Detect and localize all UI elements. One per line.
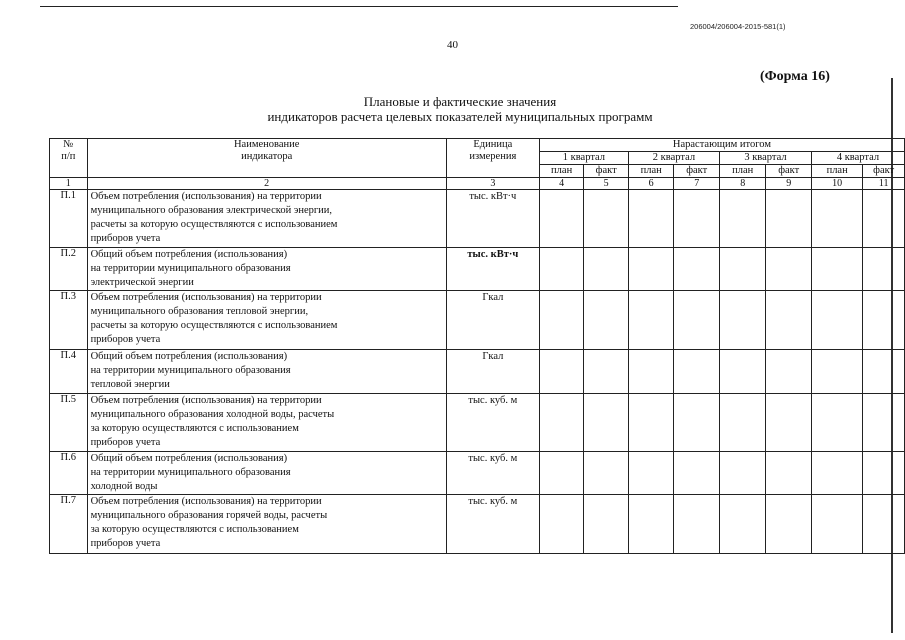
fact-value-q4[interactable] (863, 248, 905, 291)
header-quarter-4: 4 квартал (811, 152, 904, 165)
header-fact-q2: факт (674, 165, 720, 178)
fact-value-q1[interactable] (584, 291, 629, 350)
row-code: П.1 (50, 190, 88, 248)
column-number-3: 3 (446, 178, 539, 190)
fact-value-q2[interactable] (674, 291, 720, 350)
column-number-1: 1 (50, 178, 88, 190)
unit-of-measure: тыс. куб. м (446, 495, 539, 554)
plan-value-q4[interactable] (811, 495, 862, 554)
form-label: (Форма 16) (760, 69, 830, 84)
header-plan-q4: план (811, 165, 862, 178)
plan-value-q2[interactable] (628, 190, 674, 248)
plan-value-q3[interactable] (719, 452, 765, 495)
plan-value-q3[interactable] (719, 495, 765, 554)
unit-of-measure: тыс. куб. м (446, 394, 539, 452)
plan-value-q1[interactable] (539, 291, 584, 350)
header-unit (446, 139, 539, 178)
fact-value-q4[interactable] (863, 394, 905, 452)
header-quarter-2: 2 квартал (628, 152, 719, 165)
header-name (87, 139, 446, 178)
fact-value-q4[interactable] (863, 452, 905, 495)
plan-value-q1[interactable] (539, 452, 584, 495)
plan-value-q3[interactable] (719, 394, 765, 452)
column-number-5: 5 (584, 178, 629, 190)
column-number-7: 7 (674, 178, 720, 190)
fact-value-q4[interactable] (863, 291, 905, 350)
header-plan-q3: план (719, 165, 765, 178)
column-number-11: 11 (863, 178, 905, 190)
fact-value-q3[interactable] (766, 394, 812, 452)
header-unit-label: Единица измерения (469, 139, 517, 162)
indicator-name: Объем потребления (использования) на территории муниципального образования холодной воды, расчеты за которую осуществляются с использованием приборов учета (87, 394, 446, 452)
indicator-name: Общий объем потребления (использования) на территории муниципального образования тепловой энергии (87, 350, 446, 394)
header-quarter-1: 1 квартал (539, 152, 628, 165)
column-number-4: 4 (539, 178, 584, 190)
column-number-2: 2 (87, 178, 446, 190)
indicator-name: Общий объем потребления (использования) на территории муниципального образования холодной воды (87, 452, 446, 495)
column-number-8: 8 (719, 178, 765, 190)
fact-value-q2[interactable] (674, 394, 720, 452)
fact-value-q1[interactable] (584, 452, 629, 495)
plan-value-q3[interactable] (719, 350, 765, 394)
plan-value-q3[interactable] (719, 248, 765, 291)
plan-value-q1[interactable] (539, 190, 584, 248)
table-row (50, 291, 905, 350)
indicator-name: Объем потребления (использования) на территории муниципального образования горячей воды, расчеты за которую осуществляются с использованием приборов учета (87, 495, 446, 554)
header-quarter-3: 3 квартал (719, 152, 811, 165)
header-number (50, 139, 88, 178)
fact-value-q3[interactable] (766, 291, 812, 350)
header-plan-q2: план (628, 165, 674, 178)
row-code: П.7 (50, 495, 88, 554)
row-code: П.2 (50, 248, 88, 291)
fact-value-q3[interactable] (766, 495, 812, 554)
plan-value-q4[interactable] (811, 291, 862, 350)
page-title (220, 94, 700, 124)
table-row (50, 394, 905, 452)
unit-of-measure: тыс. куб. м (446, 452, 539, 495)
header-cumulative: Нарастающим итогом (539, 139, 904, 152)
plan-value-q4[interactable] (811, 248, 862, 291)
plan-value-q1[interactable] (539, 394, 584, 452)
fact-value-q1[interactable] (584, 248, 629, 291)
plan-value-q2[interactable] (628, 495, 674, 554)
unit-of-measure: Гкал (446, 291, 539, 350)
plan-value-q3[interactable] (719, 291, 765, 350)
plan-value-q2[interactable] (628, 350, 674, 394)
column-number-6: 6 (628, 178, 674, 190)
header-fact-q3: факт (766, 165, 812, 178)
fact-value-q1[interactable] (584, 495, 629, 554)
indicators-table (49, 138, 905, 554)
indicator-name: Общий объем потребления (использования) на территории муниципального образования электрической энергии (87, 248, 446, 291)
unit-of-measure: тыс. кВт·ч (446, 190, 539, 248)
plan-value-q4[interactable] (811, 452, 862, 495)
fact-value-q2[interactable] (674, 495, 720, 554)
fact-value-q1[interactable] (584, 190, 629, 248)
unit-of-measure: Гкал (446, 350, 539, 394)
fact-value-q3[interactable] (766, 350, 812, 394)
header-number-label: № п/п (61, 139, 76, 162)
document-number: 206004/206004-2015-581(1) (690, 22, 786, 31)
plan-value-q1[interactable] (539, 248, 584, 291)
indicator-name: Объем потребления (использования) на территории муниципального образования электрической энергии, расчеты за которую осуществляются с использованием приборов учета (87, 190, 446, 248)
plan-value-q2[interactable] (628, 291, 674, 350)
row-code: П.3 (50, 291, 88, 350)
fact-value-q2[interactable] (674, 248, 720, 291)
plan-value-q2[interactable] (628, 394, 674, 452)
title-line-1: Плановые и фактические значения (363, 94, 557, 109)
top-border-line (40, 6, 678, 7)
fact-value-q4[interactable] (863, 495, 905, 554)
column-number-9: 9 (766, 178, 812, 190)
header-fact-q4: факт (863, 165, 905, 178)
row-code: П.5 (50, 394, 88, 452)
header-name-label: Наименование индикатора (233, 139, 300, 162)
fact-value-q2[interactable] (674, 452, 720, 495)
fact-value-q3[interactable] (766, 190, 812, 248)
table-row (50, 452, 905, 495)
plan-value-q2[interactable] (628, 248, 674, 291)
column-number-10: 10 (811, 178, 862, 190)
fact-value-q2[interactable] (674, 350, 720, 394)
fact-value-q1[interactable] (584, 350, 629, 394)
plan-value-q1[interactable] (539, 495, 584, 554)
title-line-2: индикаторов расчета целевых показателей муниципальных программ (267, 109, 653, 124)
plan-value-q4[interactable] (811, 350, 862, 394)
plan-value-q4[interactable] (811, 394, 862, 452)
plan-value-q4[interactable] (811, 190, 862, 248)
fact-value-q1[interactable] (584, 394, 629, 452)
fact-value-q3[interactable] (766, 248, 812, 291)
plan-value-q3[interactable] (719, 190, 765, 248)
fact-value-q3[interactable] (766, 452, 812, 495)
plan-value-q1[interactable] (539, 350, 584, 394)
page-number: 40 (447, 39, 458, 51)
unit-of-measure: тыс. кВт·ч (446, 248, 539, 291)
table-row (50, 350, 905, 394)
table-row (50, 190, 905, 248)
fact-value-q2[interactable] (674, 190, 720, 248)
fact-value-q4[interactable] (863, 190, 905, 248)
header-fact-q1: факт (584, 165, 629, 178)
row-code: П.6 (50, 452, 88, 495)
fact-value-q4[interactable] (863, 350, 905, 394)
plan-value-q2[interactable] (628, 452, 674, 495)
table-row (50, 495, 905, 554)
indicator-name: Объем потребления (использования) на территории муниципального образования тепловой энергии, расчеты за которую осуществляются с использованием приборов учета (87, 291, 446, 350)
row-code: П.4 (50, 350, 88, 394)
table-row (50, 248, 905, 291)
header-plan-q1: план (539, 165, 584, 178)
